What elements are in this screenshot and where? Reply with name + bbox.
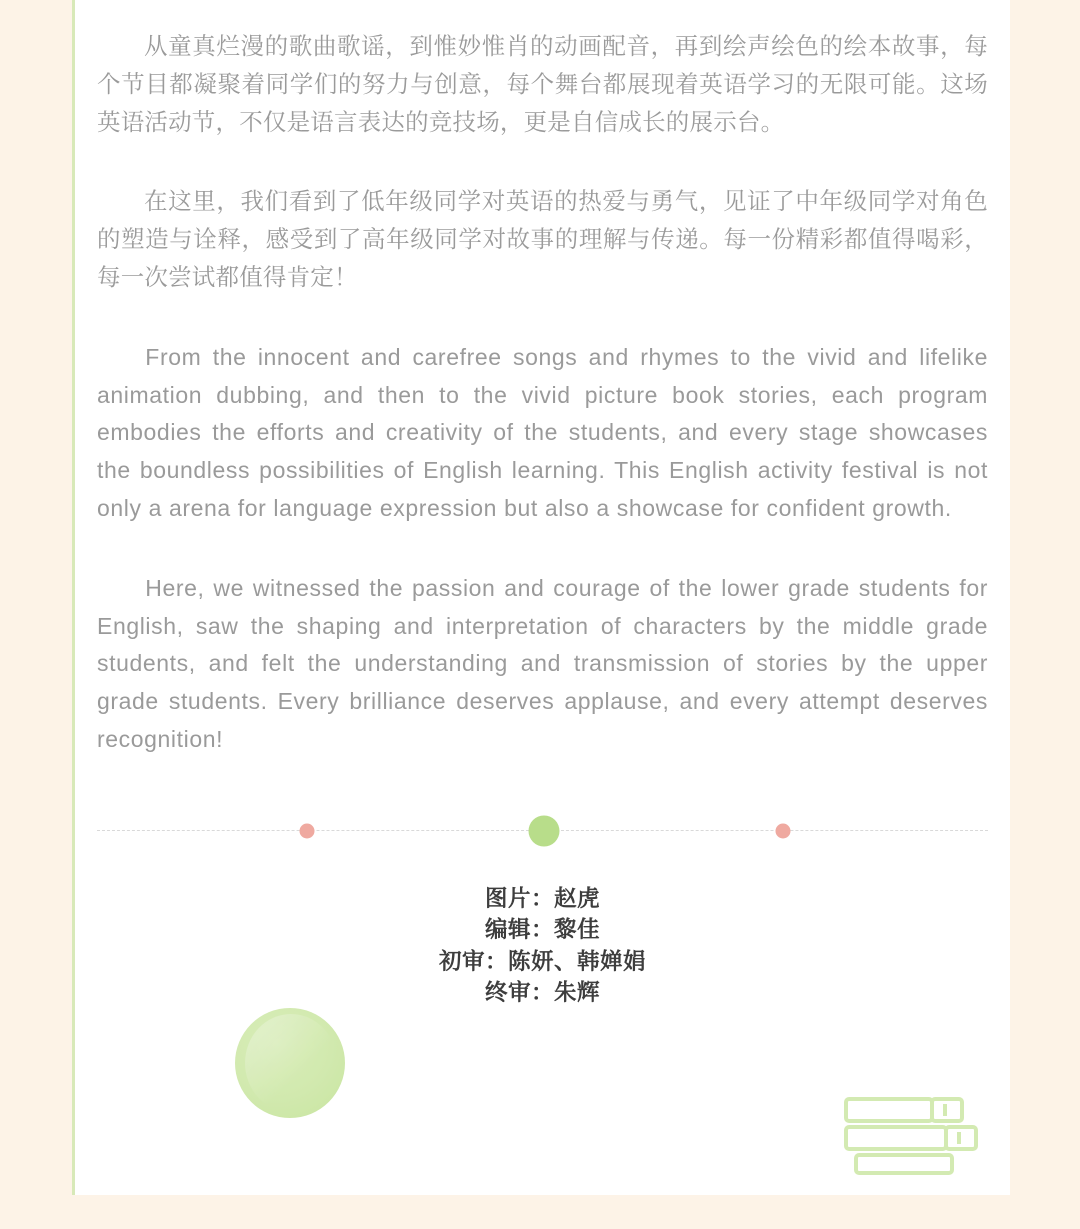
credit-final-review: 终审：朱辉 <box>484 980 600 1006</box>
credits-block <box>97 883 988 1009</box>
green-circle-decoration <box>235 1008 345 1118</box>
paragraph-english-1: From the innocent and carefree songs and rhymes to the vivid and lifelike animation dubbing, and then to the vivid picture book stories, each program embodies the efforts and creativity of the students, and every stage showcases the boundless possibilities of English learning. This English activity festival is not only a arena for language expression but also a showcase for confident growth. <box>97 343 988 521</box>
paragraph-chinese-1: 从童真烂漫的歌曲歌谣，到惟妙惟肖的动画配音，再到绘声绘色的绘本故事，每个节目都凝聚着同学们的努力与创意，每个舞台都展现着英语学习的无限可能。这场英语活动节，不仅是语言表达的竞技场，更是自信成长的展示台。 <box>97 33 988 135</box>
paragraph-spacer-2 <box>97 297 988 339</box>
paragraph-spacer-3 <box>97 528 988 570</box>
divider-dot-left <box>300 823 315 838</box>
books-icon <box>842 1087 982 1177</box>
credit-first-review: 初审：陈妍、韩婵娟 <box>438 948 646 974</box>
paragraph-english-2: Here, we witnessed the passion and courage of the lower grade students for English, saw the shaping and interpretation of characters by the middle grade students, and felt the understanding and transmission of stories by the upper grade students. Every brilliance deserves applause, and every attempt deserves recognition! <box>97 574 988 752</box>
paragraph-spacer-1 <box>97 141 988 183</box>
article-content <box>75 0 1010 1195</box>
top-spacer <box>97 0 988 28</box>
divider-dot-right <box>776 823 791 838</box>
paragraph-chinese-2: 在这里，我们看到了低年级同学对英语的热爱与勇气，见证了中年级同学对角色的塑造与诠释，感受到了高年级同学对故事的理解与传递。每一份精彩都值得喝彩，每一次尝试都值得肯定！ <box>97 188 988 290</box>
credit-photo: 图片：赵虎 <box>484 885 600 911</box>
credit-editor: 编辑：黎佳 <box>484 917 600 943</box>
section-divider <box>97 811 988 851</box>
divider-dot-center <box>529 815 560 846</box>
article-card <box>72 0 1010 1195</box>
